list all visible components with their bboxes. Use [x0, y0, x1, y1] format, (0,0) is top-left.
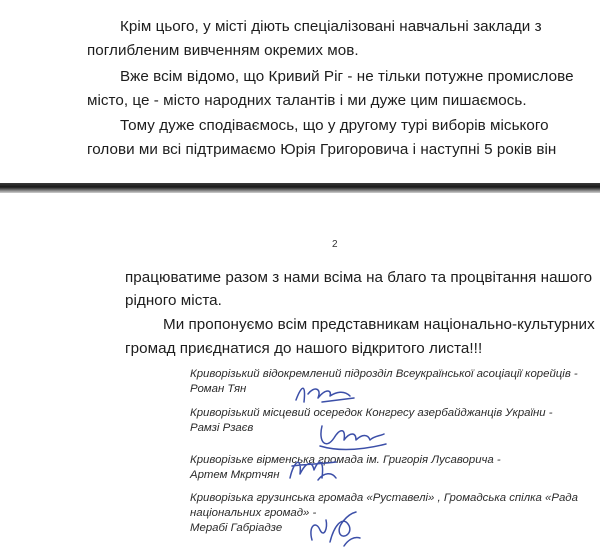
signatory-org: національних громад» -	[190, 507, 317, 519]
signatory-name: Мерабі Габріадзе	[190, 522, 283, 534]
signatory-org: Криворізький відокремлений підрозділ Всеукраїнської асоціації корейців -	[190, 368, 578, 380]
signatory-name: Артем Мкртчян	[190, 469, 280, 481]
paragraph-line: Вже всім відомо, що Кривий Ріг - не тільки потужне промислове	[120, 68, 574, 85]
paragraph-line: голови ми всі підтримаємо Юрія Григоровича і наступні 5 років він	[87, 141, 557, 158]
paragraph-line: рідного міста.	[125, 292, 222, 309]
handwritten-signature	[292, 378, 362, 408]
handwritten-signature	[284, 452, 340, 486]
paragraph-line: Крім цього, у місті діють спеціалізовані навчальні заклади з	[120, 18, 542, 35]
page-break-divider	[0, 183, 600, 193]
paragraph-line: місто, це - місто народних талантів і ми дуже цим пишаємось.	[87, 92, 527, 109]
signatory-org: Криворізький місцевий осередок Конгресу азербайджанців України -	[190, 407, 553, 419]
page-number: 2	[332, 239, 338, 250]
paragraph-line: поглибленим вивченням окремих мов.	[87, 42, 359, 59]
signatory-name: Рамзі Рзаєв	[190, 422, 254, 434]
paragraph-line: громад приєднатися до нашого відкритого листа!!!	[125, 340, 483, 357]
handwritten-signature	[316, 418, 388, 454]
signatory-org: Криворізьке вірменська громада ім. Григорія Лусаворича -	[190, 454, 501, 466]
paragraph-line: Ми пропонуємо всім представникам національно-культурних	[163, 316, 595, 333]
paragraph-line: працюватиме разом з нами всіма на благо та процвітання нашого	[125, 269, 593, 286]
signatory-org: Криворізька грузинська громада «Руставелі» , Громадська спілка «Рада	[190, 492, 578, 504]
document-page-1	[0, 0, 600, 183]
signatory-name: Роман Тян	[190, 383, 247, 395]
paragraph-line: Тому дуже сподіваємось, що у другому турі виборів міського	[120, 117, 549, 134]
handwritten-signature	[304, 506, 364, 548]
